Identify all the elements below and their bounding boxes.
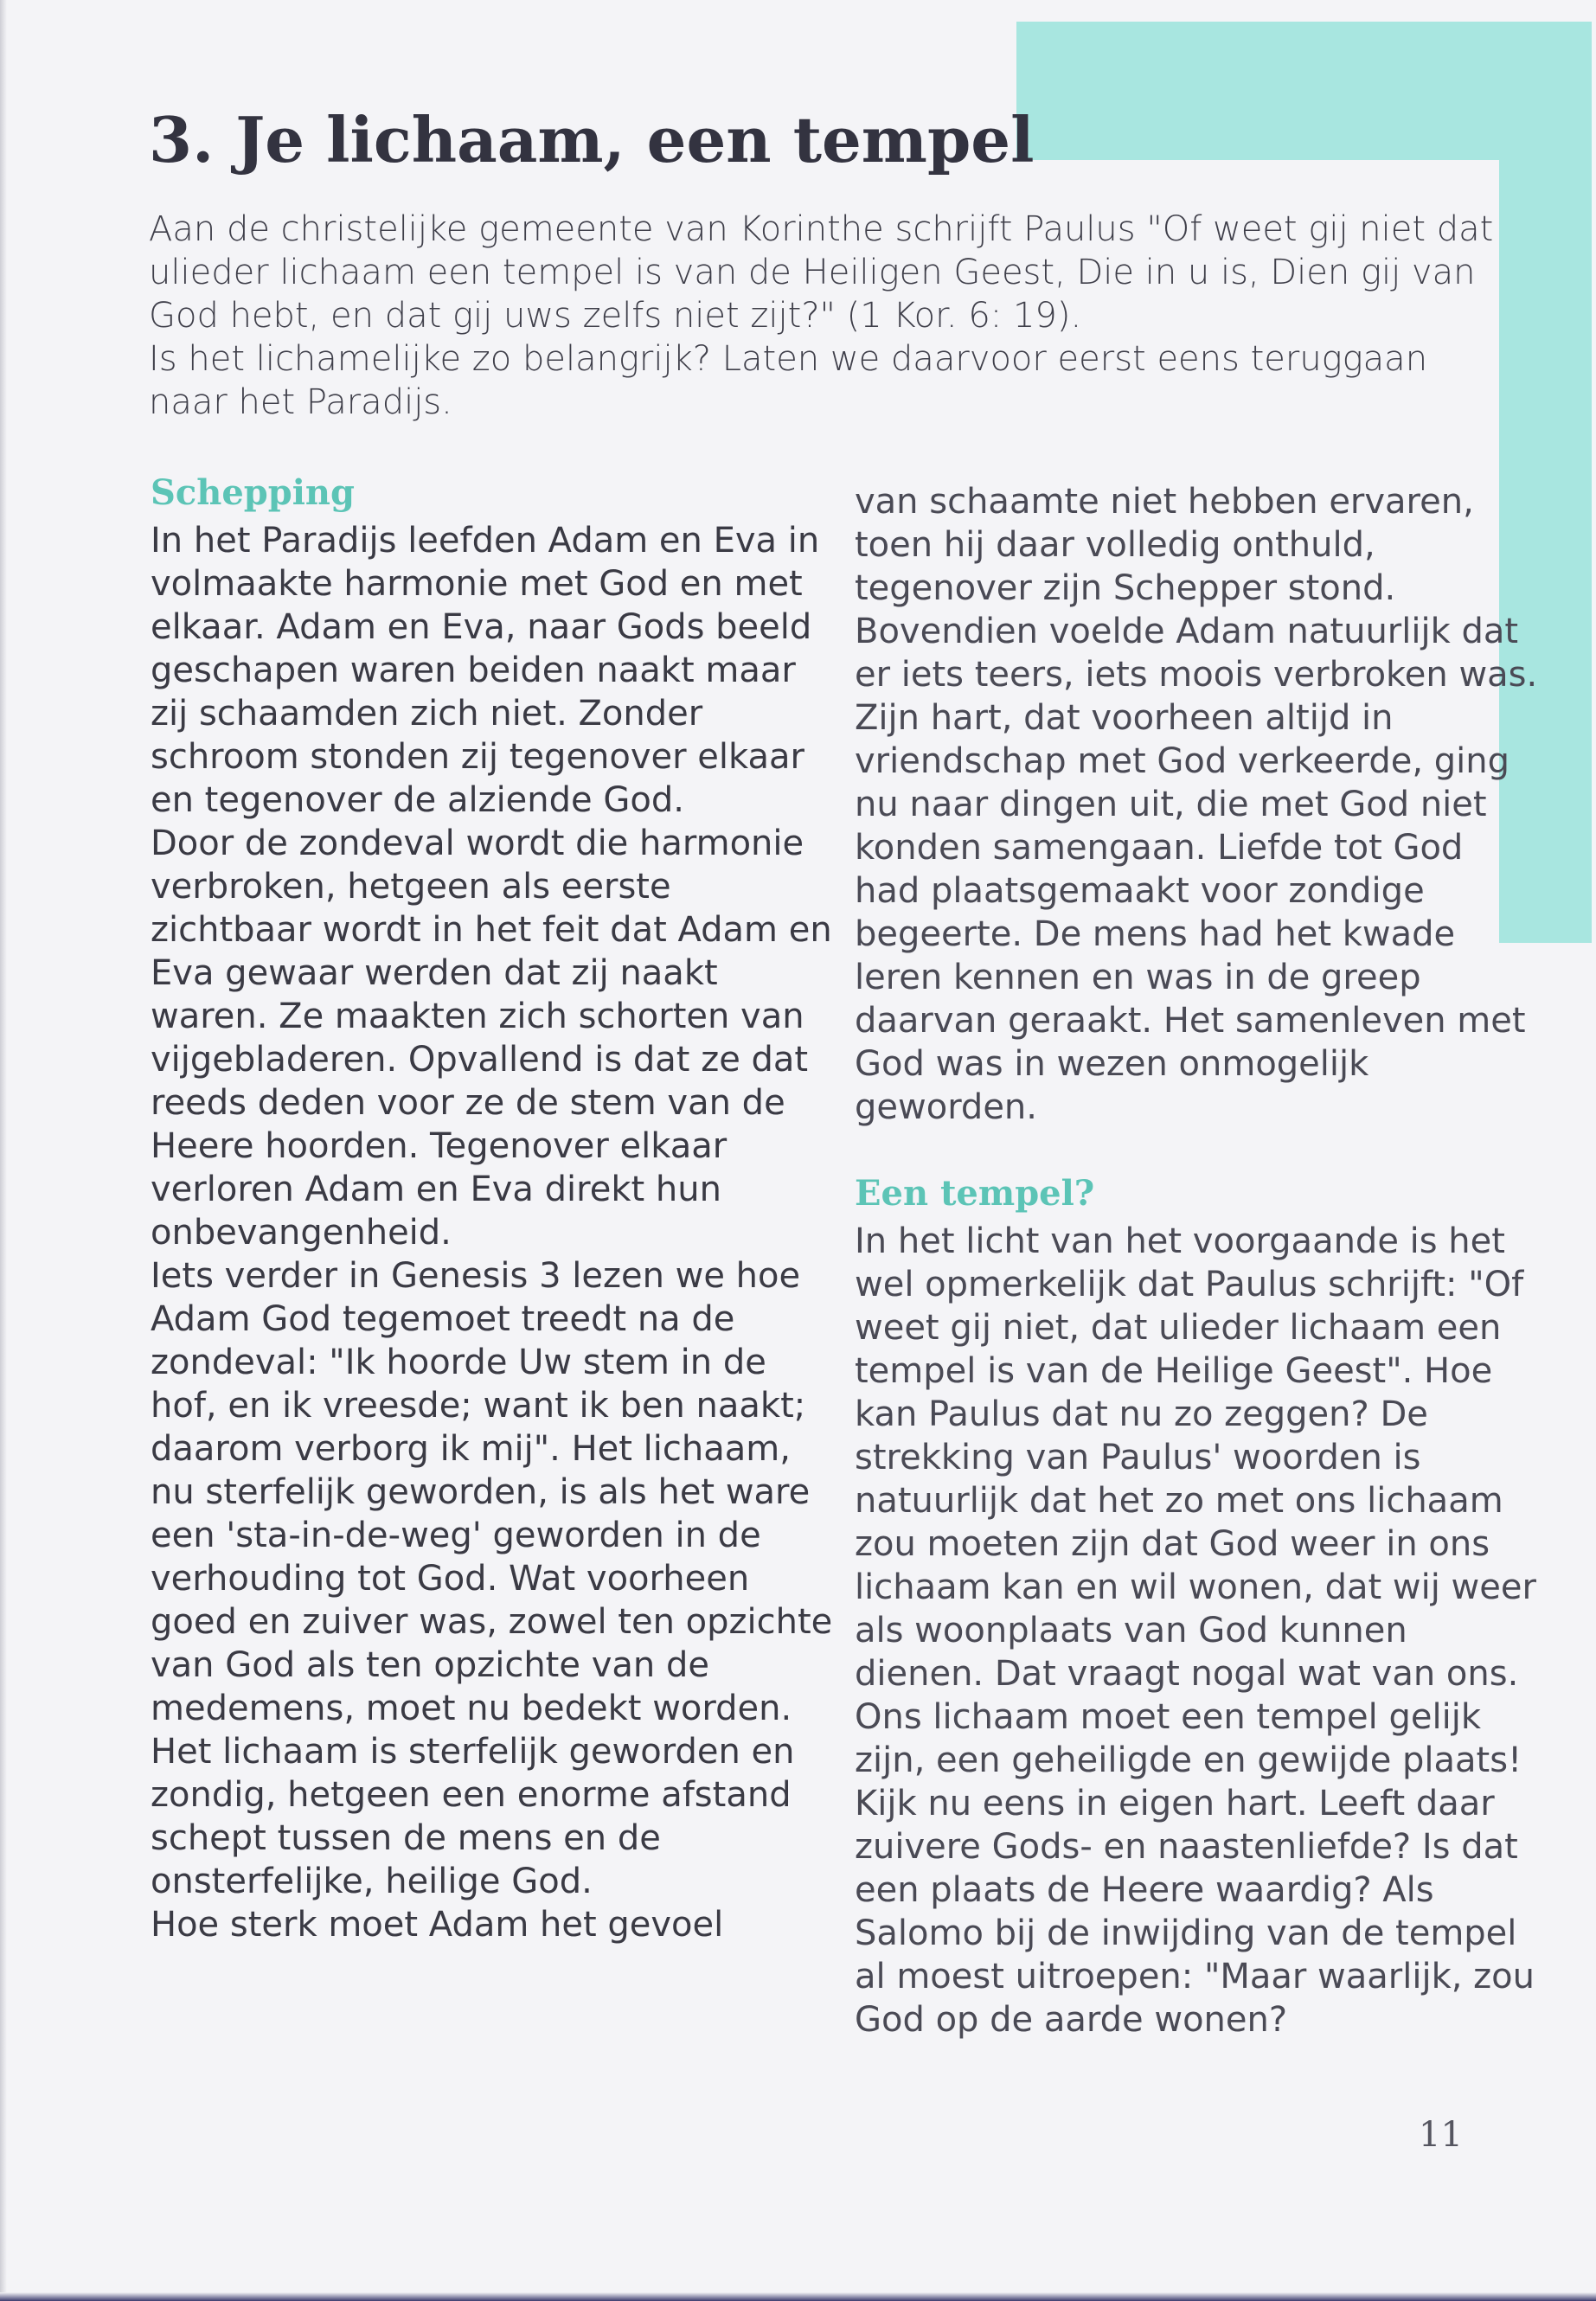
intro-paragraph-1: Aan de christelijke gemeente van Korinthe schrijft Paulus "Of weet gij niet dat ulieder lichaam een tempel is van de Heiligen Geest, Die in u is, Dien gij van God hebt, en dat gij uws zelfs niet zijt?" (1 Kor. 6: 19). (149, 209, 1494, 336)
page-number: 11 (1419, 2115, 1463, 2155)
schepping-paragraph-1: In het Paradijs leefden Adam en Eva in volmaakte harmonie met God en met elkaar. Adam en Eva, naar Gods beeld geschapen waren beiden naakt maar zij schaamden zich niet. Zonder schroom stonden zij tegenover elkaar en tegenover de alziende God. (151, 521, 820, 820)
heading-schepping: Schepping (151, 472, 355, 513)
schepping-continued: van schaamte niet hebben ervaren, toen hij daar volledig onthuld, tegenover zijn Schepper stond. Bovendien voelde Adam natuurlijk dat er iets teers, iets moois verbroken was. Zijn hart, dat voorheen altijd in vriendschap met God verkeerde, ging nu naar dingen uit, die met God niet konden samengaan. Liefde tot God had plaatsgemaakt voor zondige begeerte. De mens had het kwade leren kennen en was in de greep daarvan geraakt. Het samenleven met God was in wezen onmogelijk geworden. (855, 482, 1538, 1127)
tempel-paragraph-1: In het licht van het voorgaande is het wel opmerkelijk dat Paulus schrijft: "Of weet gij niet, dat ulieder lichaam een tempel is van de Heilige Geest". Hoe kan Paulus dat nu zo zeggen? De strekking van Paulus' woorden is natuurlijk dat het zo met ons lichaam zou moeten zijn dat God weer in ons lichaam kan en wil wonen, dat wij weer als woonplaats van God kunnen dienen. Dat vraagt nogal wat van ons. Ons lichaam moet een tempel gelijk zijn, een geheiligde en gewijde plaats! Kijk nu eens in eigen hart. Leeft daar zuivere Gods- en naastenliefde? Is dat een plaats de Heere waardig? Als Salomo bij de inwijding van de tempel al moest uitroepen: "Maar waarlijk, zou God op de aarde wonen? (855, 1221, 1536, 2040)
page-title: 3. Je lichaam, een tempel (149, 103, 1035, 176)
intro-text (149, 208, 1498, 424)
schepping-paragraph-4: Hoe sterk moet Adam het gevoel (151, 1905, 724, 1945)
page-edge-left (0, 0, 7, 2301)
schepping-paragraph-2: Door de zondeval wordt die harmonie verbroken, hetgeen als eerste zichtbaar wordt in het feit dat Adam en Eva gewaar werden dat zij naakt waren. Ze maakten zich schorten van vijgebladeren. Opvallend is dat ze dat reeds deden voor ze de stem van de Heere hoorden. Tegenover elkaar verloren Adam en Eva direkt hun onbevangenheid. (151, 824, 832, 1253)
schepping-paragraph-3: Iets verder in Genesis 3 lezen we hoe Adam God tegemoet treedt na de zondeval: "Ik hoorde Uw stem in de hof, en ik vreesde; want ik ben naakt; daarom verborg ik mij". Het lichaam, nu sterfelijk geworden, is als het ware een 'sta-in-de-weg' geworden in de verhouding tot God. Wat voorheen goed en zuiver was, zowel ten opzichte van God als ten opzichte van de medemens, moet nu bedekt worden. Het lichaam is sterfelijk geworden en zondig, hetgeen een enorme afstand schept tussen de mens en de onsterfelijke, heilige God. (151, 1256, 833, 1901)
heading-een-tempel: Een tempel? (855, 1173, 1095, 1214)
page-edge-bottom (0, 2292, 1596, 2301)
column-right (855, 480, 1538, 2041)
intro-paragraph-2: Is het lichamelijke zo belangrijk? Laten we daarvoor eerst eens teruggaan naar het Paradijs. (149, 339, 1428, 422)
accent-block-top (1016, 22, 1592, 160)
column-left (151, 467, 834, 1946)
